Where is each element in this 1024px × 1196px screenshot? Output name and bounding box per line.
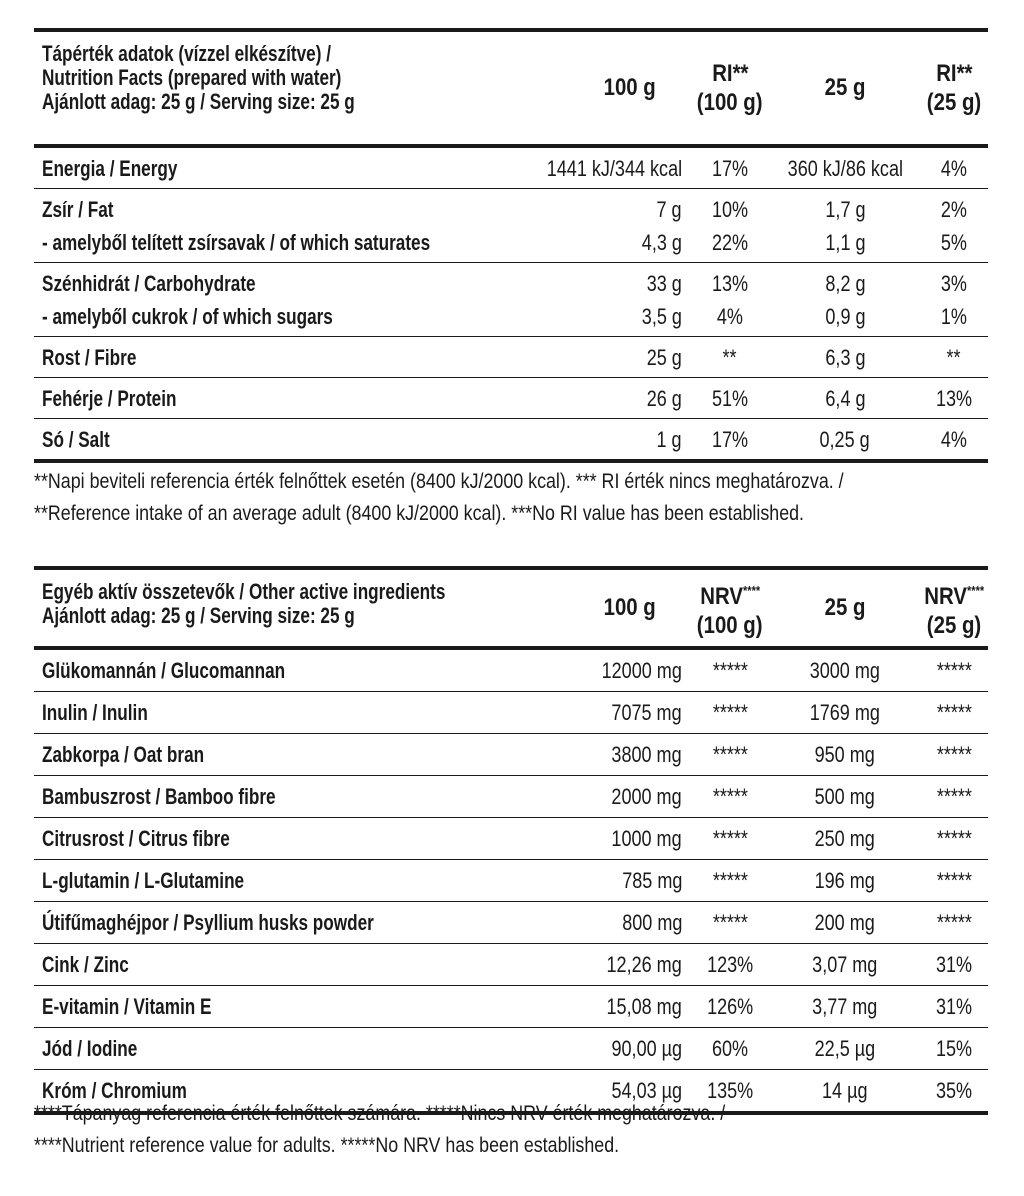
nrv25-line-2: (25 g) bbox=[926, 611, 982, 639]
ref-25g: 4% bbox=[940, 427, 968, 452]
table-row bbox=[34, 985, 988, 1027]
nrv25-line-1: NRV**** bbox=[924, 582, 984, 610]
ref-25g: ***** bbox=[936, 826, 972, 851]
nutrient-label: - amelyből telített zsírsavak / of which saturates bbox=[42, 230, 431, 255]
ri25-line-2: (25 g) bbox=[926, 89, 982, 116]
ref-100g: 17% bbox=[711, 427, 749, 452]
table-row bbox=[34, 901, 988, 943]
ref-100g: ***** bbox=[712, 910, 748, 935]
table-row bbox=[34, 817, 988, 859]
nutrition-col-ri25 bbox=[920, 32, 988, 144]
nutrient-label: Glükomannán / Glucomannan bbox=[42, 658, 286, 683]
value-25g: 6,4 g bbox=[824, 386, 866, 411]
active-header-label bbox=[34, 570, 490, 646]
ref-100g: 51% bbox=[711, 386, 749, 411]
ref-25g: ** bbox=[946, 345, 962, 370]
nutrient-label: Bambuszrost / Bamboo fibre bbox=[42, 784, 276, 809]
nutrition-header-line-3: Ajánlott adag: 25 g / Serving size: 25 g bbox=[42, 89, 355, 114]
table-row bbox=[34, 650, 988, 691]
ref-100g: 17% bbox=[711, 156, 749, 181]
active-col-nrv25 bbox=[920, 570, 988, 646]
ref-100g: 10% bbox=[711, 197, 749, 222]
nrv100-line-2: (100 g) bbox=[697, 611, 763, 639]
ref-100g: 4% bbox=[716, 304, 744, 329]
value-25g: 1,1 g bbox=[824, 230, 866, 255]
value-25g: 360 kJ/86 kcal bbox=[787, 156, 903, 181]
nutrition-col-100g: 100 g bbox=[603, 74, 657, 101]
nutrient-label: Szénhidrát / Carbohydrate bbox=[42, 271, 256, 296]
value-100g: 785 mg bbox=[621, 868, 682, 893]
table-row bbox=[34, 1027, 988, 1069]
table-row bbox=[34, 775, 988, 817]
value-100g: 1000 mg bbox=[611, 826, 682, 851]
active-col-100g: 100 g bbox=[603, 594, 657, 621]
active-footnote-line-1: ****Tápanyag referencia érték felnőttek számára. *****Nincs NRV érték meghatározva. / bbox=[34, 1102, 726, 1125]
nutrition-header-row bbox=[34, 32, 988, 148]
value-100g: 4,3 g bbox=[641, 230, 682, 255]
table-row bbox=[34, 377, 988, 418]
table-row bbox=[34, 300, 988, 336]
table-row bbox=[34, 418, 988, 459]
active-header-line-1: Egyéb aktív összetevők / Other active ingredients bbox=[42, 579, 446, 604]
ref-100g: 123% bbox=[706, 952, 754, 977]
nutrient-label: Cink / Zinc bbox=[42, 952, 129, 977]
table-row bbox=[34, 262, 988, 300]
nutrition-col-25g: 25 g bbox=[824, 74, 866, 101]
nutrition-footnote-line-2: **Reference intake of an average adult (8400 kJ/2000 kcal). ***No RI value has been established. bbox=[34, 502, 805, 525]
nutrient-label: Útifűmaghéjpor / Psyllium husks powder bbox=[42, 910, 374, 935]
value-100g: 7 g bbox=[656, 197, 682, 222]
ri100-line-2: (100 g) bbox=[697, 89, 763, 116]
value-25g: 3000 mg bbox=[809, 658, 881, 683]
ref-100g: ***** bbox=[712, 742, 748, 767]
active-col-nrv100 bbox=[690, 570, 770, 646]
nutrition-header-line-2: Nutrition Facts (prepared with water) bbox=[42, 65, 342, 90]
active-body bbox=[34, 650, 988, 1111]
active-footnote-line-2: ****Nutrient reference value for adults. *****No NRV has been established. bbox=[34, 1134, 620, 1157]
nutrient-label: Jód / Iodine bbox=[42, 1036, 138, 1061]
ref-25g: 1% bbox=[940, 304, 968, 329]
ref-25g: 31% bbox=[935, 952, 973, 977]
table-row bbox=[34, 188, 988, 226]
value-25g: 3,77 mg bbox=[812, 994, 878, 1019]
ref-100g: ***** bbox=[712, 868, 748, 893]
ref-100g: 60% bbox=[711, 1036, 749, 1061]
ri100-line-1: RI** bbox=[711, 60, 749, 87]
value-100g: 15,08 mg bbox=[606, 994, 682, 1019]
ref-25g: 35% bbox=[935, 1078, 973, 1103]
value-100g: 12,26 mg bbox=[606, 952, 682, 977]
nutrition-footnote bbox=[34, 466, 987, 530]
ref-100g: ***** bbox=[712, 826, 748, 851]
value-100g: 2000 mg bbox=[611, 784, 682, 809]
ref-100g: 126% bbox=[706, 994, 754, 1019]
value-100g: 90,00 µg bbox=[611, 1036, 682, 1061]
value-100g: 1 g bbox=[656, 427, 682, 452]
ref-100g: 135% bbox=[706, 1078, 754, 1103]
value-25g: 22,5 µg bbox=[814, 1036, 876, 1061]
ref-100g: ** bbox=[722, 345, 738, 370]
nutrition-header-label bbox=[34, 32, 490, 144]
value-25g: 14 µg bbox=[822, 1078, 868, 1103]
ref-25g: ***** bbox=[936, 784, 972, 809]
value-100g: 12000 mg bbox=[601, 658, 682, 683]
nutrient-label: Zabkorpa / Oat bran bbox=[42, 742, 205, 767]
value-100g: 3,5 g bbox=[641, 304, 682, 329]
table-row bbox=[34, 336, 988, 377]
ref-25g: ***** bbox=[936, 742, 972, 767]
ref-25g: 31% bbox=[935, 994, 973, 1019]
nutrient-label: Zsír / Fat bbox=[42, 197, 114, 222]
value-100g: 25 g bbox=[646, 345, 682, 370]
nutrition-facts-table bbox=[34, 28, 988, 463]
ref-100g: ***** bbox=[712, 658, 748, 683]
value-25g: 0,25 g bbox=[819, 427, 871, 452]
value-25g: 196 mg bbox=[814, 868, 876, 893]
value-25g: 200 mg bbox=[814, 910, 876, 935]
nutrient-label: Energia / Energy bbox=[42, 156, 178, 181]
ref-25g: 5% bbox=[940, 230, 968, 255]
ref-100g: 13% bbox=[711, 271, 749, 296]
nutrient-label: - amelyből cukrok / of which sugars bbox=[42, 304, 333, 329]
value-25g: 1,7 g bbox=[824, 197, 866, 222]
ref-100g: ***** bbox=[712, 784, 748, 809]
value-25g: 3,07 mg bbox=[812, 952, 878, 977]
active-ingredients-table bbox=[34, 566, 988, 1115]
ref-25g: ***** bbox=[936, 910, 972, 935]
value-25g: 6,3 g bbox=[824, 345, 866, 370]
ref-25g: 15% bbox=[935, 1036, 973, 1061]
value-100g: 3800 mg bbox=[611, 742, 682, 767]
value-25g: 500 mg bbox=[814, 784, 876, 809]
table-row bbox=[34, 733, 988, 775]
value-25g: 950 mg bbox=[814, 742, 876, 767]
nutrient-label: Fehérje / Protein bbox=[42, 386, 177, 411]
nutrient-label: Só / Salt bbox=[42, 427, 110, 452]
table-row bbox=[34, 859, 988, 901]
value-25g: 0,9 g bbox=[824, 304, 866, 329]
active-footnote bbox=[34, 1098, 847, 1162]
active-header-line-2: Ajánlott adag: 25 g / Serving size: 25 g bbox=[42, 603, 355, 628]
ref-25g: 13% bbox=[935, 386, 973, 411]
value-100g: 26 g bbox=[646, 386, 682, 411]
ref-25g: ***** bbox=[936, 700, 972, 725]
table-row bbox=[34, 148, 988, 188]
ref-25g: 3% bbox=[940, 271, 968, 296]
table-row bbox=[34, 226, 988, 262]
value-100g: 7075 mg bbox=[611, 700, 682, 725]
value-100g: 54,03 µg bbox=[611, 1078, 682, 1103]
value-100g: 1441 kJ/344 kcal bbox=[546, 156, 682, 181]
nutrient-label: Króm / Chromium bbox=[42, 1078, 187, 1103]
value-25g: 250 mg bbox=[814, 826, 876, 851]
nutrient-label: Citrusrost / Citrus fibre bbox=[42, 826, 230, 851]
nutrition-footnote-line-1: **Napi beviteli referencia érték felnőttek esetén (8400 kJ/2000 kcal). *** RI érték nincs meghatározva. / bbox=[34, 470, 844, 493]
ref-25g: 2% bbox=[940, 197, 968, 222]
nutrient-label: Rost / Fibre bbox=[42, 345, 137, 370]
active-col-25g: 25 g bbox=[824, 594, 866, 621]
table-row bbox=[34, 691, 988, 733]
ri25-line-1: RI** bbox=[935, 60, 973, 87]
ref-25g: 4% bbox=[940, 156, 968, 181]
nutrition-col-ri100 bbox=[690, 32, 770, 144]
value-25g: 1769 mg bbox=[809, 700, 881, 725]
table-row bbox=[34, 943, 988, 985]
ref-25g: ***** bbox=[936, 658, 972, 683]
value-100g: 33 g bbox=[646, 271, 682, 296]
ref-100g: 22% bbox=[711, 230, 749, 255]
ref-25g: ***** bbox=[936, 868, 972, 893]
nutrition-body bbox=[34, 148, 988, 459]
value-100g: 800 mg bbox=[621, 910, 682, 935]
value-25g: 8,2 g bbox=[824, 271, 866, 296]
active-header-row bbox=[34, 570, 988, 650]
nutrient-label: Inulin / Inulin bbox=[42, 700, 148, 725]
nutrient-label: L-glutamin / L-Glutamine bbox=[42, 868, 245, 893]
ref-100g: ***** bbox=[712, 700, 748, 725]
nutrition-header-line-1: Tápérték adatok (vízzel elkészítve) / bbox=[42, 41, 331, 66]
nrv100-line-1: NRV**** bbox=[700, 582, 760, 610]
nutrient-label: E-vitamin / Vitamin E bbox=[42, 994, 212, 1019]
